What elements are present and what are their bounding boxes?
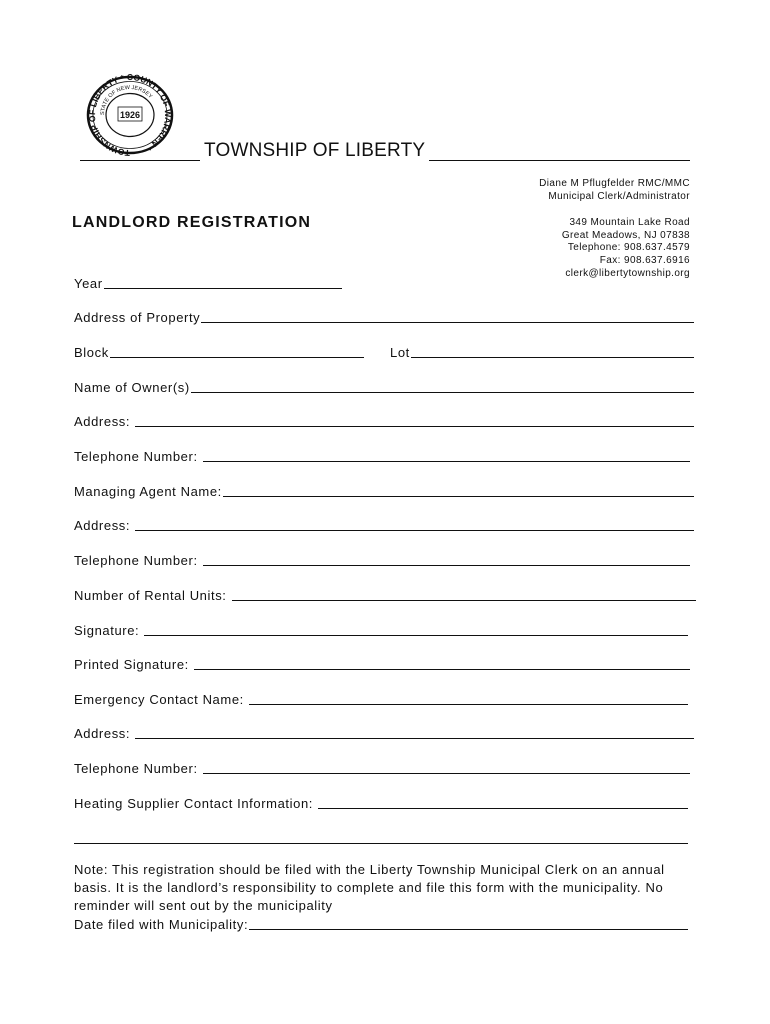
clerk-contact-block [430,178,690,280]
emergency-address-label: Address: [74,726,135,741]
form-heading: LANDLORD REGISTRATION [72,214,312,231]
note-block [74,861,694,933]
owner-address-field[interactable] [74,410,694,430]
date-filed-field[interactable] [74,915,688,933]
agent-telephone-field[interactable] [74,549,690,569]
lot-field[interactable] [390,341,694,361]
svg-text:1926: 1926 [119,110,141,120]
page-title: TOWNSHIP OF LIBERTY [200,140,429,162]
title-row [80,140,690,162]
block-label: Block [74,345,109,360]
svg-text:STATE OF NEW JERSEY: STATE OF NEW JERSEY [99,84,154,116]
clerk-street: 349 Mountain Lake Road [569,217,690,229]
svg-text:TOWNSHIP OF LIBERTY * COUNTY O: TOWNSHIP OF LIBERTY * COUNTY OF WARREN * [86,72,174,158]
lot-label: Lot [390,345,410,360]
rental-units-label: Number of Rental Units: [74,588,231,603]
heating-supplier-field[interactable] [74,792,688,812]
rental-units-field[interactable] [74,584,696,604]
clerk-telephone: Telephone: 908.637.4579 [567,242,690,254]
block-field[interactable] [74,341,364,361]
clerk-city: Great Meadows, NJ 07838 [561,229,690,241]
emergency-contact-name-field[interactable] [74,688,688,708]
agent-address-field[interactable] [74,514,694,534]
address-of-property-field[interactable] [74,306,694,326]
agent-name-field[interactable] [74,480,694,500]
owner-name-label: Name of Owner(s) [74,380,190,395]
printed-signature-field[interactable] [74,653,690,673]
note-text: Note: This registration should be filed with the Liberty Township Municipal Clerk on an annual basis. It is the landlord’s responsibility to complete and file this form with the municipality. No reminder will sent out by the municipality [74,862,665,913]
clerk-name: Diane M Pflugfelder RMC/MMC [539,178,690,189]
signature-field[interactable] [74,619,688,639]
emergency-contact-name-label: Emergency Contact Name: [74,692,249,707]
emergency-telephone-label: Telephone Number: [74,761,202,776]
owner-telephone-label: Telephone Number: [74,449,202,464]
agent-name-label: Managing Agent Name: [74,484,222,499]
clerk-role: Municipal Clerk/Administrator [548,190,690,202]
printed-signature-label: Printed Signature: [74,657,194,672]
emergency-address-field[interactable] [74,722,694,742]
address-of-property-label: Address of Property [74,310,201,325]
year-field[interactable] [74,272,342,292]
agent-telephone-label: Telephone Number: [74,553,202,568]
signature-label: Signature: [74,623,144,638]
heating-supplier-label: Heating Supplier Contact Information: [74,796,318,811]
heating-supplier-continuation-field[interactable] [74,827,688,847]
owner-address-label: Address: [74,414,135,429]
owner-telephone-field[interactable] [74,445,690,465]
clerk-fax: Fax: 908.637.6916 [599,254,690,266]
emergency-telephone-field[interactable] [74,757,690,777]
owner-name-field[interactable] [74,376,694,396]
clerk-email: clerk@libertytownship.org [565,267,690,279]
agent-address-label: Address: [74,518,135,533]
date-filed-label: Date filed with Municipality: [74,917,249,932]
year-label: Year [74,276,103,291]
